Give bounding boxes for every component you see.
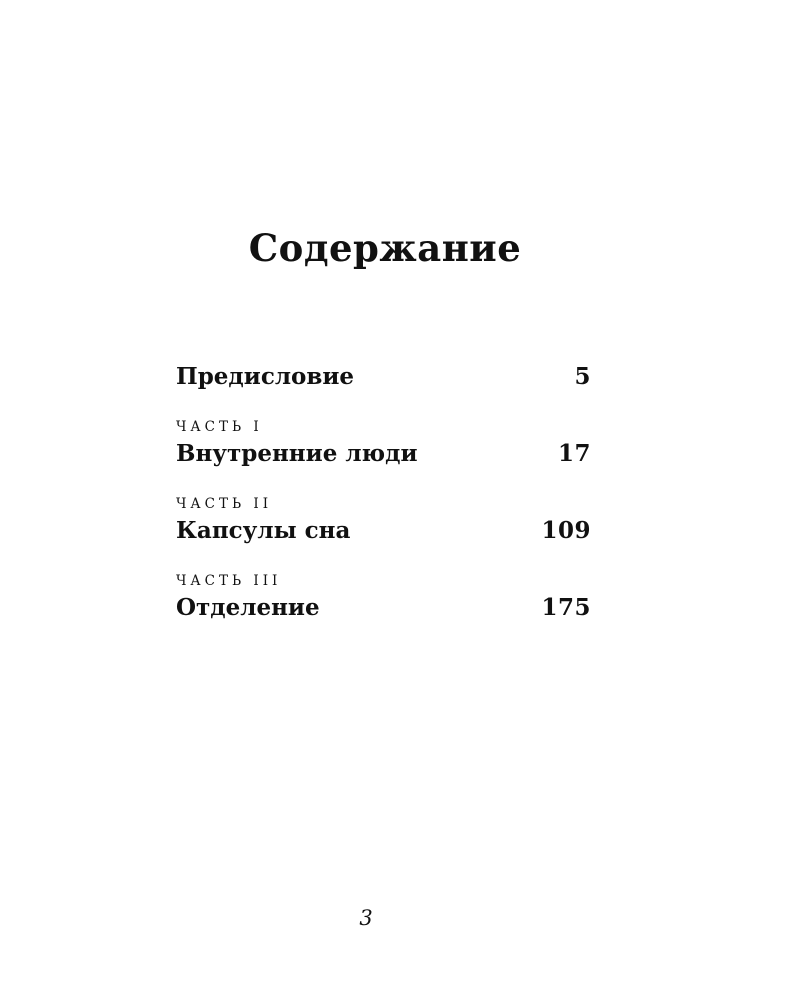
toc-entry-page-number: 175 bbox=[541, 594, 591, 621]
toc-entry-row bbox=[176, 593, 591, 623]
toc-entry-title: Внутренние люди bbox=[176, 440, 418, 467]
toc-entry-title: Отделение bbox=[176, 594, 320, 621]
part-label: ЧАСТЬ III bbox=[176, 573, 282, 589]
toc-entry-page-number: 5 bbox=[574, 363, 591, 390]
toc-entry-row bbox=[176, 516, 591, 546]
toc-entry-part-3[interactable] bbox=[176, 573, 591, 623]
part-label: ЧАСТЬ II bbox=[176, 496, 273, 512]
toc-entry-preface[interactable] bbox=[176, 362, 591, 392]
page-title: Содержание bbox=[248, 226, 522, 270]
page-number: 3 bbox=[359, 906, 373, 930]
toc-entry-part-2[interactable] bbox=[176, 496, 591, 546]
table-of-contents bbox=[176, 362, 591, 623]
toc-entry-row bbox=[176, 362, 591, 392]
toc-entry-part-1[interactable] bbox=[176, 419, 591, 469]
part-label: ЧАСТЬ I bbox=[176, 419, 263, 435]
toc-entry-title: Предисловие bbox=[176, 363, 355, 390]
toc-entry-row bbox=[176, 439, 591, 469]
toc-entry-title: Капсулы сна bbox=[176, 517, 351, 544]
toc-entry-page-number: 109 bbox=[541, 517, 591, 544]
toc-entry-page-number: 17 bbox=[557, 440, 591, 467]
